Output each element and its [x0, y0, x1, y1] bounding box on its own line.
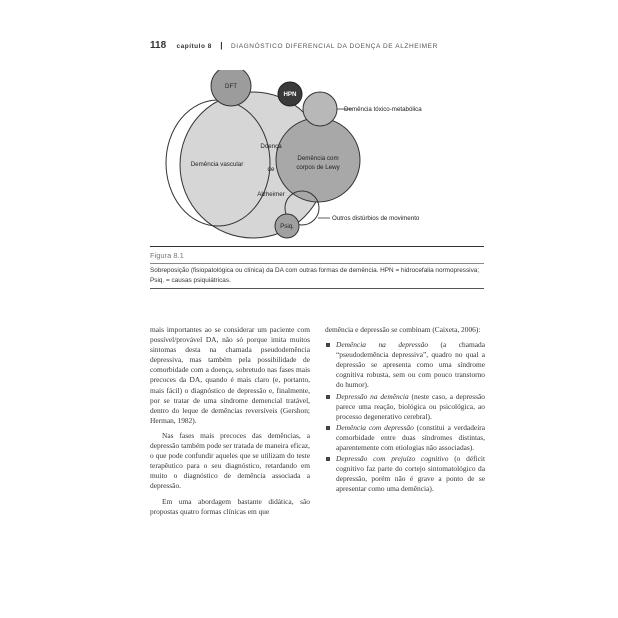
dft-label: DFT — [224, 83, 238, 90]
header-separator: | — [220, 40, 223, 50]
toxic-label: Demência tóxico-metabólica — [344, 106, 422, 113]
caption-bottom-rule — [150, 288, 484, 289]
bullet-square-icon — [326, 457, 330, 461]
alzheimer-label: Alzheimer — [257, 191, 285, 198]
psiq-label: Psiq. — [280, 223, 294, 230]
list-item-text: (constitui a verdadeira comorbidade entre duas síndromes distintas, aparentemente com etiologias não associadas). — [336, 422, 485, 453]
caption-mid-rule — [150, 263, 484, 264]
bullet-square-icon — [326, 343, 330, 347]
caption-top-rule — [150, 246, 484, 247]
left-column — [150, 325, 310, 522]
list-item-term: Demência na depressão — [336, 340, 429, 350]
venn-diagram — [150, 70, 450, 242]
list-item — [325, 392, 485, 422]
hpn-label: HPN — [283, 91, 297, 98]
bullet-square-icon — [326, 426, 330, 430]
figure-caption-block — [150, 246, 484, 289]
doenca-label: Doença — [260, 143, 282, 150]
chapter-title: DIAGNÓSTICO DIFERENCIAL DA DOENÇA DE ALZHEIMER — [231, 43, 438, 50]
list-item — [325, 454, 485, 494]
left-paragraph-1: mais importantes ao se considerar um paciente com possível/provável DA, não só porque imita muitos sintomas desta na chamada pseudodemência depressiva, mas também pela possibilidade de comorbidade com a doença, sobretudo nas fases mais precoces da DA, quando é mais claro (e, portanto, mais fácil) o diagnóstico de depressão e, finalmente, por se tratar de uma síndrome demencial tratável, dentro do leque de demências reversíveis (Gershon; Herman, 1982). — [150, 325, 310, 425]
page-number: 118 — [150, 40, 167, 51]
de-label: de — [267, 166, 275, 173]
right-column — [325, 325, 485, 496]
chapter-label: capítulo 8 — [176, 43, 212, 50]
list-item-term: Depressão na demência — [336, 391, 409, 401]
lewy-label-line2: corpos de Lewy — [296, 164, 340, 171]
toxic-metabolic-circle — [303, 92, 337, 126]
vascular-label: Demência vascular — [190, 161, 244, 168]
running-header — [150, 40, 438, 51]
outros-label: Outros distúrbios de movimento — [332, 215, 420, 222]
right-intro: demência e depressão se combinam (Caixeta, 2006): — [325, 325, 481, 334]
list-item-text: (o déficit cognitivo faz parte do cortejo sintomatológico da depressão, porém não é grave a ponto de se apresentar como uma demência). — [336, 454, 485, 494]
figure-label: Figura 8.1 — [150, 251, 184, 260]
left-paragraph-2: Nas fases mais precoces das demências, a depressão também pode ser tratada de maneira eficaz, o que pode confundir aqueles que se utilizam do teste terapêutico para o seu diagnóstico, retardando em muito o diagnóstico de demência associada a depressão. — [150, 430, 310, 491]
figure-caption: Sobreposição (fisiopatológica ou clínica) da DA com outras formas de demência. HPN = hidrocefalia normopressiva; Psiq. = causas psiquiátricas. — [150, 267, 480, 284]
clinical-forms-list — [325, 340, 485, 494]
lewy-label-line1: Demência com — [297, 155, 339, 162]
left-paragraph-3: Em uma abordagem bastante didática, são propostas quatro formas clínicas em que — [150, 496, 310, 516]
list-item-term: Depressão com prejuízo cognitivo — [336, 454, 449, 464]
list-item — [325, 340, 485, 390]
list-item — [325, 423, 485, 453]
list-item-text: (neste caso, a depressão parece uma reação, biológica ou psicológica, ao processo degenerativo cerebral). — [336, 391, 485, 421]
bullet-square-icon — [326, 395, 330, 399]
list-item-term: Demência com depressão — [336, 422, 414, 432]
list-item-text: (a chamada “pseudodemência depressiva”, quadro no qual a depressão se apresenta como uma síndrome cognitiva robusta, sem ou com pouco transtorno do humor). — [336, 340, 485, 390]
